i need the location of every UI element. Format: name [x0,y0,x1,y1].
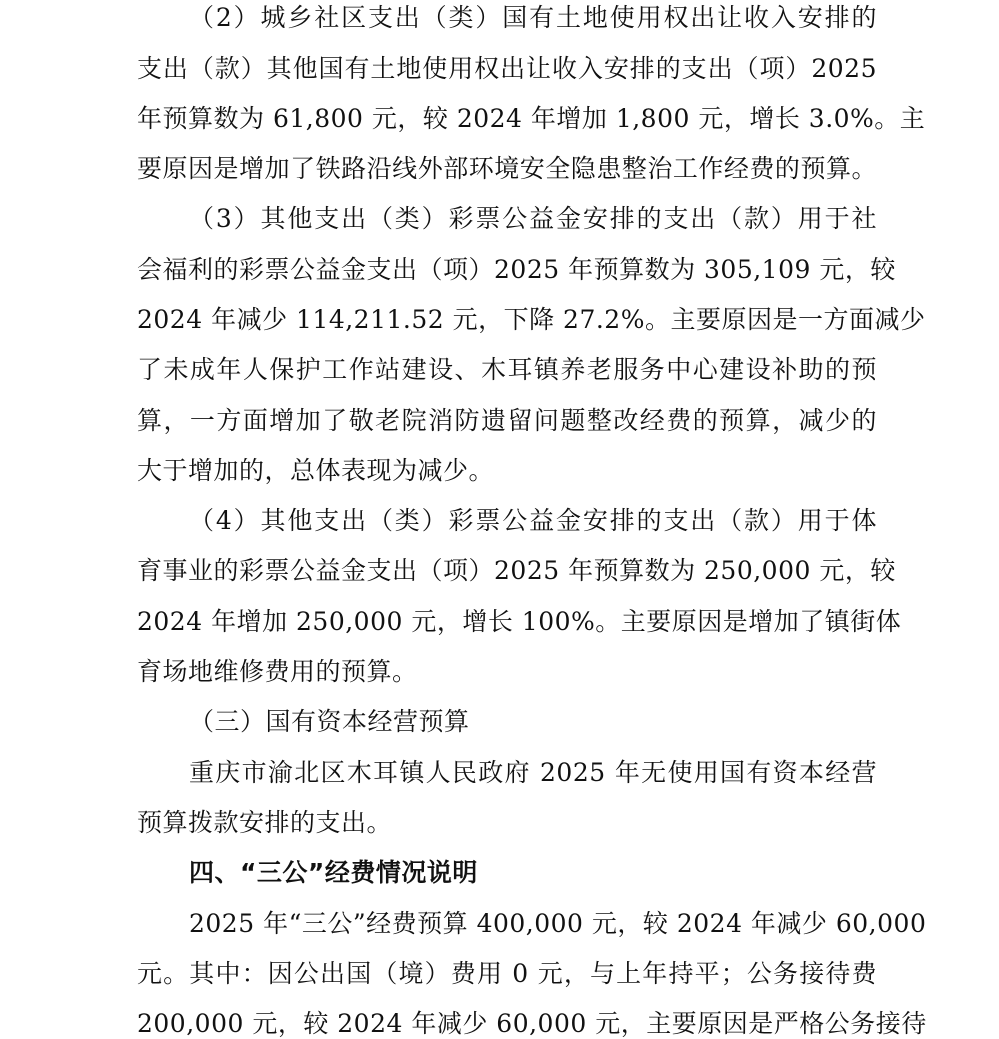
section-heading-state-capital: （三）国有资本经营预算 [189,707,470,736]
paragraph-3-line-4: 了未成年人保护工作站建设、木耳镇养老服务中心建设补助的预 [137,355,877,384]
paragraph-3-line-3: 2024 年减少 114,211.52 元，下降 27.2%。主要原因是一方面减少 [137,305,926,334]
paragraph-3-line-6: 大于增加的，总体表现为减少。 [137,456,495,485]
paragraph-2-line-2: 支出（款）其他国有土地使用权出让收入安排的支出（项）2025 [137,54,877,83]
paragraph-3-line-5: 算，一方面增加了敬老院消防遗留问题整改经费的预算，减少的 [137,406,877,435]
paragraph-3-line-2: 会福利的彩票公益金支出（项）2025 年预算数为 305,109 元，较 [137,255,896,284]
paragraph-3-line-1: （3）其他支出（类）彩票公益金安排的支出（款）用于社 [189,204,877,233]
paragraph-4-line-1: （4）其他支出（类）彩票公益金安排的支出（款）用于体 [189,506,877,535]
paragraph-2-line-4: 要原因是增加了铁路沿线外部环境安全隐患整治工作经费的预算。 [137,154,877,183]
state-capital-line-2: 预算拨款安排的支出。 [137,808,393,837]
three-public-line-2: 元。其中：因公出国（境）费用 0 元，与上年持平；公务接待费 [137,959,877,988]
section-heading-three-public: 四、“三公”经费情况说明 [189,858,478,887]
paragraph-2-line-1: （2）城乡社区支出（类）国有土地使用权出让收入安排的 [189,3,877,32]
paragraph-2-line-3: 年预算数为 61,800 元，较 2024 年增加 1,800 元，增长 3.0%。主 [137,104,926,133]
paragraph-4-line-3: 2024 年增加 250,000 元，增长 100%。主要原因是增加了镇街体 [137,607,902,636]
paragraph-4-line-2: 育事业的彩票公益金支出（项）2025 年预算数为 250,000 元，较 [137,556,896,585]
state-capital-line-1: 重庆市渝北区木耳镇人民政府 2025 年无使用国有资本经营 [189,758,877,787]
three-public-line-1: 2025 年“三公”经费预算 400,000 元，较 2024 年减少 60,000 [189,909,927,938]
three-public-line-3: 200,000 元，较 2024 年减少 60,000 元，主要原因是严格公务接待 [137,1009,927,1038]
paragraph-4-line-4: 育场地维修费用的预算。 [137,657,418,686]
